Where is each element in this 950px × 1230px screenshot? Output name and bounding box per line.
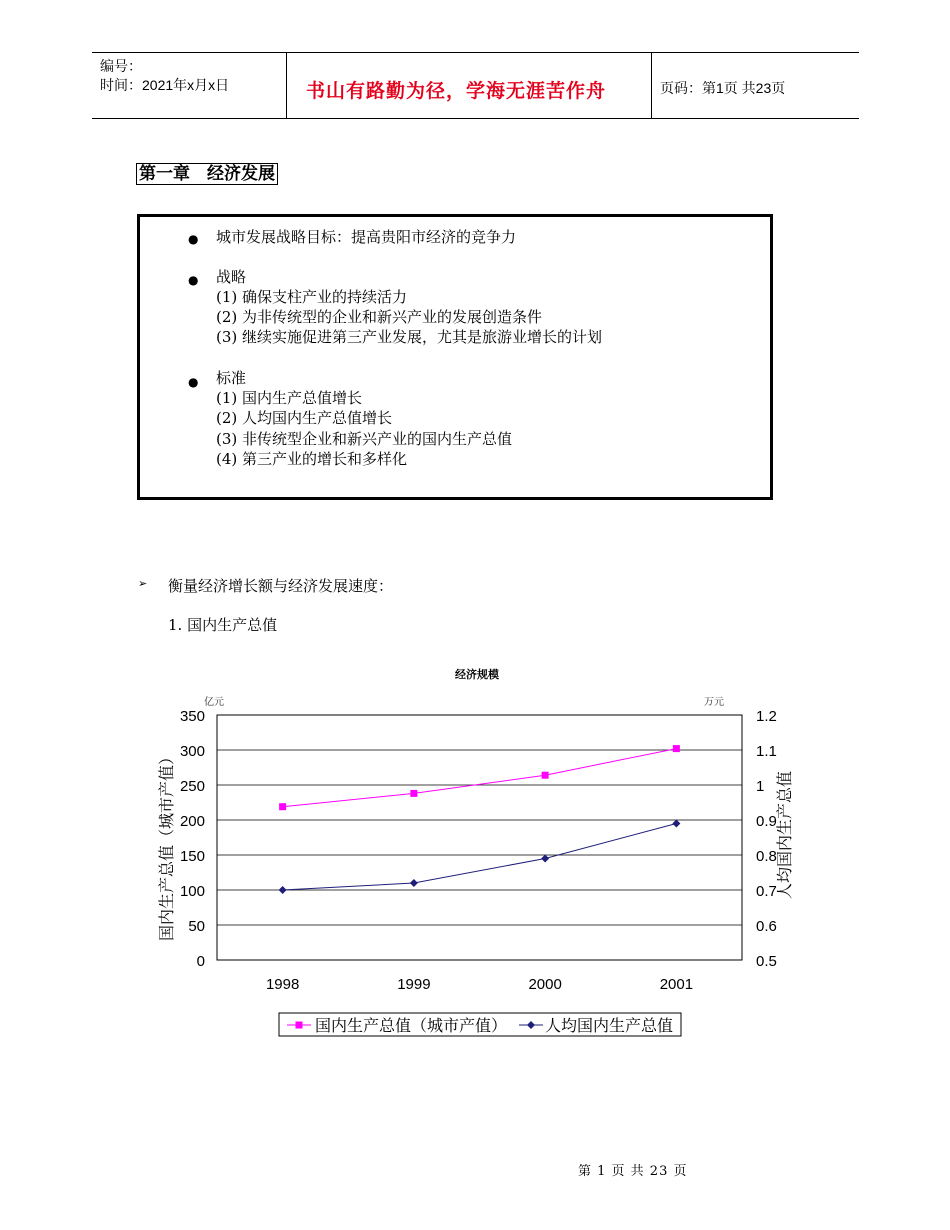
- x-tick-label: 1999: [397, 976, 431, 993]
- header-divider-left: [286, 52, 287, 119]
- strategy-title: 战略: [216, 268, 247, 286]
- standard-item: (2) 人均国内生产总值增长: [216, 409, 393, 427]
- bullet-icon: ●: [188, 375, 199, 389]
- data-point: [542, 772, 549, 779]
- series-line: [283, 824, 677, 891]
- left-tick-label: 100: [179, 883, 205, 900]
- right-tick-label: 0.5: [756, 953, 777, 970]
- goal-text: 城市发展战略目标：提高贵阳市经济的竞争力: [216, 228, 517, 246]
- right-tick-label: 1.2: [756, 708, 777, 725]
- x-tick-label: 1998: [265, 976, 300, 993]
- left-tick-label: 150: [179, 848, 205, 865]
- arrow-bullet-icon: ➢: [138, 577, 148, 590]
- left-axis-label: 国内生产总值（城市产值）: [159, 748, 176, 942]
- data-point: [410, 790, 417, 797]
- measure-heading: 衡量经济增长额与经济发展速度：: [168, 577, 394, 595]
- right-tick-label: 0.6: [756, 918, 777, 935]
- left-axis-ticks: [180, 708, 205, 970]
- legend-entry-label: 国内生产总值（城市产值）: [315, 1018, 508, 1035]
- strategy-item: (1) 确保支柱产业的持续活力: [216, 288, 408, 306]
- right-axis-ticks: [756, 708, 777, 970]
- standard-item: (3) 非传统型企业和新兴产业的国内生产总值: [216, 430, 513, 448]
- page-footer: 第 1 页 共 23 页: [578, 1164, 688, 1179]
- right-tick-label: 0.9: [756, 813, 777, 830]
- strategy-item: (2) 为非传统型的企业和新兴产业的发展创造条件: [216, 308, 543, 326]
- data-point: [672, 820, 680, 828]
- section-heading-gdp: 1. 国内生产总值: [168, 616, 278, 634]
- x-axis-ticks: [266, 976, 693, 993]
- bullet-icon: ●: [188, 273, 199, 287]
- series-layer: [279, 745, 681, 894]
- standard-item: (4) 第三产业的增长和多样化: [216, 450, 408, 468]
- left-tick-label: 300: [179, 743, 205, 760]
- data-point: [410, 879, 418, 887]
- left-tick-label: 50: [188, 918, 205, 935]
- header-number-label: 编号：: [100, 58, 142, 74]
- right-tick-label: 0.8: [756, 848, 777, 865]
- chart-legend: [279, 1013, 681, 1036]
- legend-entry-label: 人均国内生产总值: [545, 1018, 674, 1035]
- gdp-chart: [0, 660, 950, 1080]
- strategy-box: [137, 214, 773, 500]
- header-motto: 书山有路勤为径，学海无涯苦作舟: [306, 80, 607, 102]
- bullet-icon: ●: [188, 232, 199, 246]
- legend-swatch-marker: [296, 1022, 303, 1029]
- data-point: [279, 803, 286, 810]
- x-tick-label: 2000: [528, 976, 562, 993]
- right-tick-label: 0.7: [756, 883, 777, 900]
- standard-item: (1) 国内生产总值增长: [216, 389, 363, 407]
- left-tick-label: 0: [196, 953, 205, 970]
- right-tick-label: 1: [756, 778, 765, 795]
- strategy-item: (3) 继续实施促进第三产业发展，尤其是旅游业增长的计划: [216, 328, 603, 346]
- data-point: [279, 886, 287, 894]
- data-point: [673, 745, 680, 752]
- header-bottom-rule: [92, 118, 859, 119]
- left-tick-label: 250: [179, 778, 205, 795]
- header-time-label: 时间：2021年x月x日: [100, 77, 230, 93]
- series-line: [283, 749, 677, 807]
- chart-title: 经济规模: [455, 669, 499, 681]
- standard-title: 标准: [216, 369, 247, 387]
- x-tick-label: 2001: [659, 976, 694, 993]
- data-point: [541, 855, 549, 863]
- left-tick-label: 200: [179, 813, 205, 830]
- header-page-label: 页码：第1页 共23页: [660, 80, 786, 96]
- right-axis-label: 人均国内生产总值: [777, 770, 794, 900]
- left-tick-label: 350: [179, 708, 205, 725]
- header-top-rule: [92, 52, 859, 53]
- right-unit-label: 万元: [704, 697, 724, 708]
- left-unit-label: 亿元: [204, 697, 224, 708]
- chapter-title: 第一章 经济发展: [136, 163, 278, 185]
- header-divider-right: [651, 52, 652, 119]
- right-tick-label: 1.1: [756, 743, 777, 760]
